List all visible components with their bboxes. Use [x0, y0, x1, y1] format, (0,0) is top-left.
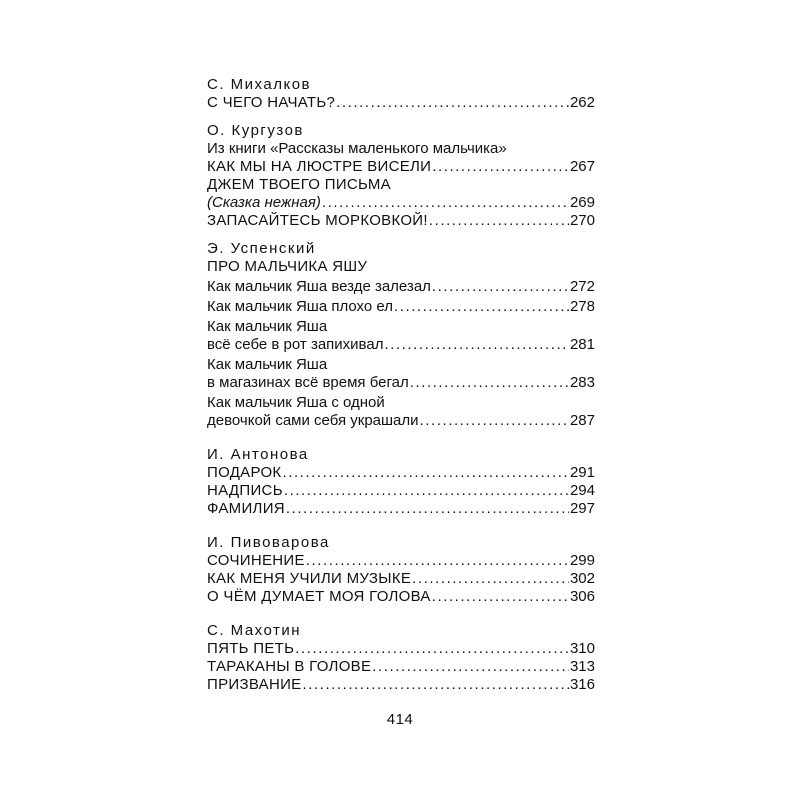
entry-page: 272 — [569, 278, 595, 295]
toc-entry[interactable] — [207, 570, 595, 588]
entry-page: 310 — [569, 640, 595, 657]
toc-entry[interactable] — [207, 588, 595, 606]
dot-leader — [372, 658, 569, 676]
entry-page: 283 — [569, 374, 595, 391]
author-name: И. Антонова — [207, 446, 309, 463]
toc-entry[interactable] — [207, 194, 595, 212]
entry-title: КАК МЫ НА ЛЮСТРЕ ВИСЕЛИ — [207, 158, 432, 175]
entry-title-line1: ДЖЕМ ТВОЕГО ПИСЬМА — [207, 176, 391, 193]
entry-title: СОЧИНЕНИЕ — [207, 552, 305, 569]
entry-page: 262 — [569, 94, 595, 111]
dot-leader — [284, 482, 569, 500]
dot-leader — [295, 640, 569, 658]
entry-title: Как мальчик Яша везде залезал — [207, 278, 431, 295]
entry-page: 294 — [569, 482, 595, 499]
entry-title: ПЯТЬ ПЕТЬ — [207, 640, 295, 657]
toc-section-makhotin — [207, 622, 595, 694]
entry-title-line1: Как мальчик Яша — [207, 318, 328, 335]
dot-leader — [432, 588, 569, 606]
entry-title: НАДПИСЬ — [207, 482, 283, 499]
entry-title: ТАРАКАНЫ В ГОЛОВЕ — [207, 658, 372, 675]
dot-leader — [429, 212, 569, 230]
book-intro: Из книги «Рассказы маленького мальчика» — [207, 140, 507, 157]
entry-title: в магазинах всё время бегал — [207, 374, 409, 391]
table-of-contents — [207, 76, 595, 704]
entry-page: 297 — [569, 500, 595, 517]
author-name: Э. Успенский — [207, 240, 316, 257]
dot-leader — [432, 278, 569, 296]
entry-title: ЗАПАСАЙТЕСЬ МОРКОВКОЙ! — [207, 212, 428, 229]
dot-leader — [432, 158, 569, 176]
dot-leader — [412, 570, 569, 588]
toc-entry[interactable] — [207, 464, 595, 482]
toc-entry[interactable] — [207, 640, 595, 658]
dot-leader — [394, 298, 569, 316]
toc-entry[interactable] — [207, 676, 595, 694]
author-name: И. Пивоварова — [207, 534, 330, 551]
toc-entry[interactable] — [207, 94, 595, 112]
entry-page: 306 — [569, 588, 595, 605]
cycle-title: ПРО МАЛЬЧИКА ЯШУ — [207, 258, 368, 275]
toc-entry[interactable] — [207, 158, 595, 176]
toc-entry[interactable] — [207, 412, 595, 430]
toc-entry[interactable] — [207, 500, 595, 518]
dot-leader — [306, 552, 569, 570]
toc-entry[interactable] — [207, 336, 595, 354]
toc-entry[interactable] — [207, 298, 595, 316]
entry-page: 269 — [569, 194, 595, 211]
entry-title: ПОДАРОК — [207, 464, 282, 481]
entry-title: ПРИЗВАНИЕ — [207, 676, 302, 693]
toc-entry[interactable] — [207, 658, 595, 676]
entry-title: всё себе в рот запихивал — [207, 336, 384, 353]
toc-section-antonova — [207, 446, 595, 518]
author-name: С. Михалков — [207, 76, 312, 93]
toc-entry[interactable] — [207, 482, 595, 500]
dot-leader — [322, 194, 569, 212]
author-name: О. Кургузов — [207, 122, 304, 139]
dot-leader — [410, 374, 569, 392]
toc-section-uspensky — [207, 240, 595, 430]
dot-leader — [384, 336, 569, 354]
page-number: 414 — [386, 711, 414, 728]
toc-section-kurguzov — [207, 122, 595, 230]
entry-title-line1: Как мальчик Яша с одной — [207, 394, 385, 411]
author-name: С. Махотин — [207, 622, 302, 639]
toc-entry[interactable] — [207, 278, 595, 296]
dot-leader — [420, 412, 569, 430]
entry-page: 281 — [569, 336, 595, 353]
entry-page: 316 — [569, 676, 595, 693]
entry-page: 313 — [569, 658, 595, 675]
dot-leader — [286, 500, 569, 518]
entry-title-line1: Как мальчик Яша — [207, 356, 328, 373]
entry-title: ФАМИЛИЯ — [207, 500, 285, 517]
entry-page: 270 — [569, 212, 595, 229]
entry-page: 278 — [569, 298, 595, 315]
entry-title: О ЧЁМ ДУМАЕТ МОЯ ГОЛОВА — [207, 588, 431, 605]
entry-title: девочкой сами себя украшали — [207, 412, 419, 429]
dot-leader — [336, 94, 569, 112]
entry-page: 287 — [569, 412, 595, 429]
toc-section-pivovarova — [207, 534, 595, 606]
entry-title: С ЧЕГО НАЧАТЬ? — [207, 94, 336, 111]
toc-entry[interactable] — [207, 552, 595, 570]
entry-page: 291 — [569, 464, 595, 481]
toc-section-mikhalkov — [207, 76, 595, 112]
toc-entry[interactable] — [207, 212, 595, 230]
toc-entry[interactable] — [207, 374, 595, 392]
entry-title: КАК МЕНЯ УЧИЛИ МУЗЫКЕ — [207, 570, 412, 587]
dot-leader — [282, 464, 569, 482]
entry-title: Как мальчик Яша плохо ел — [207, 298, 393, 315]
entry-title: (Сказка нежная) — [207, 194, 321, 211]
dot-leader — [302, 676, 569, 694]
entry-page: 267 — [569, 158, 595, 175]
entry-page: 302 — [569, 570, 595, 587]
entry-page: 299 — [569, 552, 595, 569]
